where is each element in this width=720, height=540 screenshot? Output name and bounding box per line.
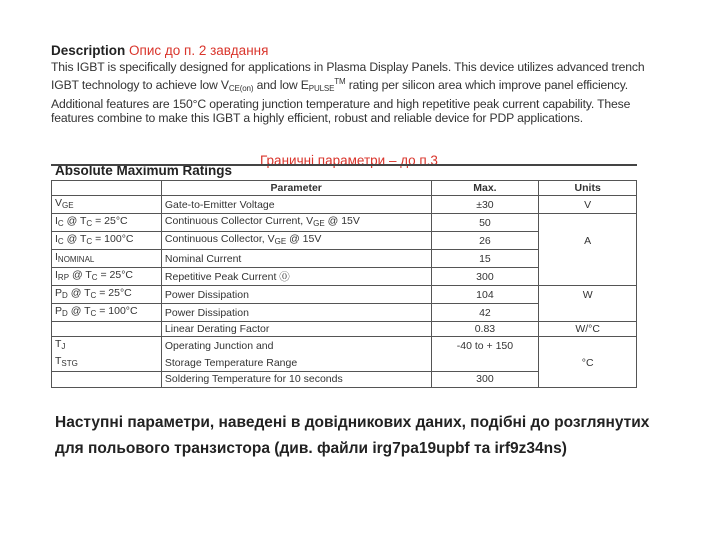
parameter-cell: Linear Derating Factor	[161, 322, 431, 337]
symbol-cell: $T_J$	[52, 337, 162, 355]
parameter-cell: Nominal Current	[161, 250, 431, 268]
unit-cell: W	[539, 286, 637, 304]
col-max: Max.	[431, 181, 539, 196]
table-row	[52, 372, 637, 387]
desc-vce-sub: CE(on)	[228, 83, 254, 93]
unit-cell: A	[539, 232, 637, 250]
table-row	[52, 286, 637, 304]
ratings-header-row	[52, 181, 637, 196]
desc-epulse-sub: PULSE	[308, 83, 335, 93]
table-row	[52, 214, 637, 232]
max-cell: 300	[431, 268, 539, 286]
desc-tm-sup: TM	[334, 76, 346, 86]
max-cell: -40 to + 150	[431, 337, 539, 355]
unit-cell	[539, 372, 637, 387]
table-row	[52, 196, 637, 214]
col-symbol	[52, 181, 162, 196]
symbol-cell: $I_{RP}$ @ $T_C = 25^\circ C$	[52, 268, 162, 286]
description-heading-line	[51, 42, 651, 60]
unit-cell	[539, 214, 637, 232]
unit-cell: °C	[539, 354, 637, 372]
parameter-cell: Repetitive Peak Current ⓪	[161, 268, 431, 286]
max-cell: 0.83	[431, 322, 539, 337]
parameter-cell: Continuous Collector Current, $V_{GE}$ @ 15V	[161, 214, 431, 232]
unit-cell	[539, 250, 637, 268]
col-units: Units	[539, 181, 637, 196]
symbol-cell: $I_C$ @ $T_C = 100^\circ C$	[52, 232, 162, 250]
ratings-title: Absolute Maximum Ratings	[55, 163, 233, 178]
parameter-cell: Power Dissipation	[161, 286, 431, 304]
desc-part-3: rating per silicon area which improve panel efficiency. Additional features are 150°C operating junction temperature and high repetitive peak current capability. These features combine to make this IGBT a highly efficient, robust and reliable device for PDP applications.	[51, 77, 631, 126]
parameter-cell: Continuous Collector, $V_{GE}$ @ 15V	[161, 232, 431, 250]
max-cell	[431, 354, 539, 372]
symbol-cell: $T_{STG}$	[52, 354, 162, 372]
symbol-cell: $I_C$ @ $T_C = 25^\circ C$	[52, 214, 162, 232]
parameter-cell: Soldering Temperature for 10 seconds	[161, 372, 431, 387]
unit-cell	[539, 304, 637, 322]
max-cell: 42	[431, 304, 539, 322]
table-row	[52, 268, 637, 286]
table-row	[52, 354, 637, 372]
parameter-cell: Power Dissipation	[161, 304, 431, 322]
ratings-table	[51, 180, 637, 388]
max-cell: 300	[431, 372, 539, 387]
description-section	[51, 42, 651, 126]
symbol-cell: $V_{GE}$	[52, 196, 162, 214]
col-parameter: Parameter	[161, 181, 431, 196]
symbol-cell	[52, 322, 162, 337]
max-cell: 15	[431, 250, 539, 268]
parameter-cell: Storage Temperature Range	[161, 354, 431, 372]
description-heading: Description	[51, 43, 126, 58]
ratings-note: Граничні параметри – до п.3	[260, 153, 438, 168]
desc-part-2: and low E	[253, 77, 309, 92]
max-cell: 50	[431, 214, 539, 232]
table-row	[52, 304, 637, 322]
description-text	[51, 60, 651, 126]
parameter-cell: Operating Junction and	[161, 337, 431, 355]
symbol-cell: $I_{NOMINAL}$	[52, 250, 162, 268]
unit-cell	[539, 268, 637, 286]
symbol-cell: $P_D$ @ $T_C = 25^\circ C$	[52, 286, 162, 304]
table-row	[52, 232, 637, 250]
parameter-cell: Gate-to-Emitter Voltage	[161, 196, 431, 214]
unit-cell: W/°C	[539, 322, 637, 337]
max-cell: ±30	[431, 196, 539, 214]
max-cell: 104	[431, 286, 539, 304]
max-cell: 26	[431, 232, 539, 250]
table-row	[52, 322, 637, 337]
unit-cell: V	[539, 196, 637, 214]
description-note: Опис до п. 2 завдання	[129, 43, 269, 58]
symbol-cell	[52, 372, 162, 387]
bottom-note-text: Наступні параметри, наведені в довідникових даних, подібні до розглянутих для польового транзистора (див. файли irg7pa19upbf та irf9z34ns)	[55, 414, 650, 457]
unit-cell	[539, 337, 637, 355]
symbol-cell: $P_D$ @ $T_C = 100^\circ C$	[52, 304, 162, 322]
desc-part-1: This IGBT is specifically designed for applications in Plasma Display Panels. This device utilizes advanced trench IGBT technology to achieve low V	[51, 60, 645, 92]
table-row	[52, 337, 637, 355]
table-row	[52, 250, 637, 268]
